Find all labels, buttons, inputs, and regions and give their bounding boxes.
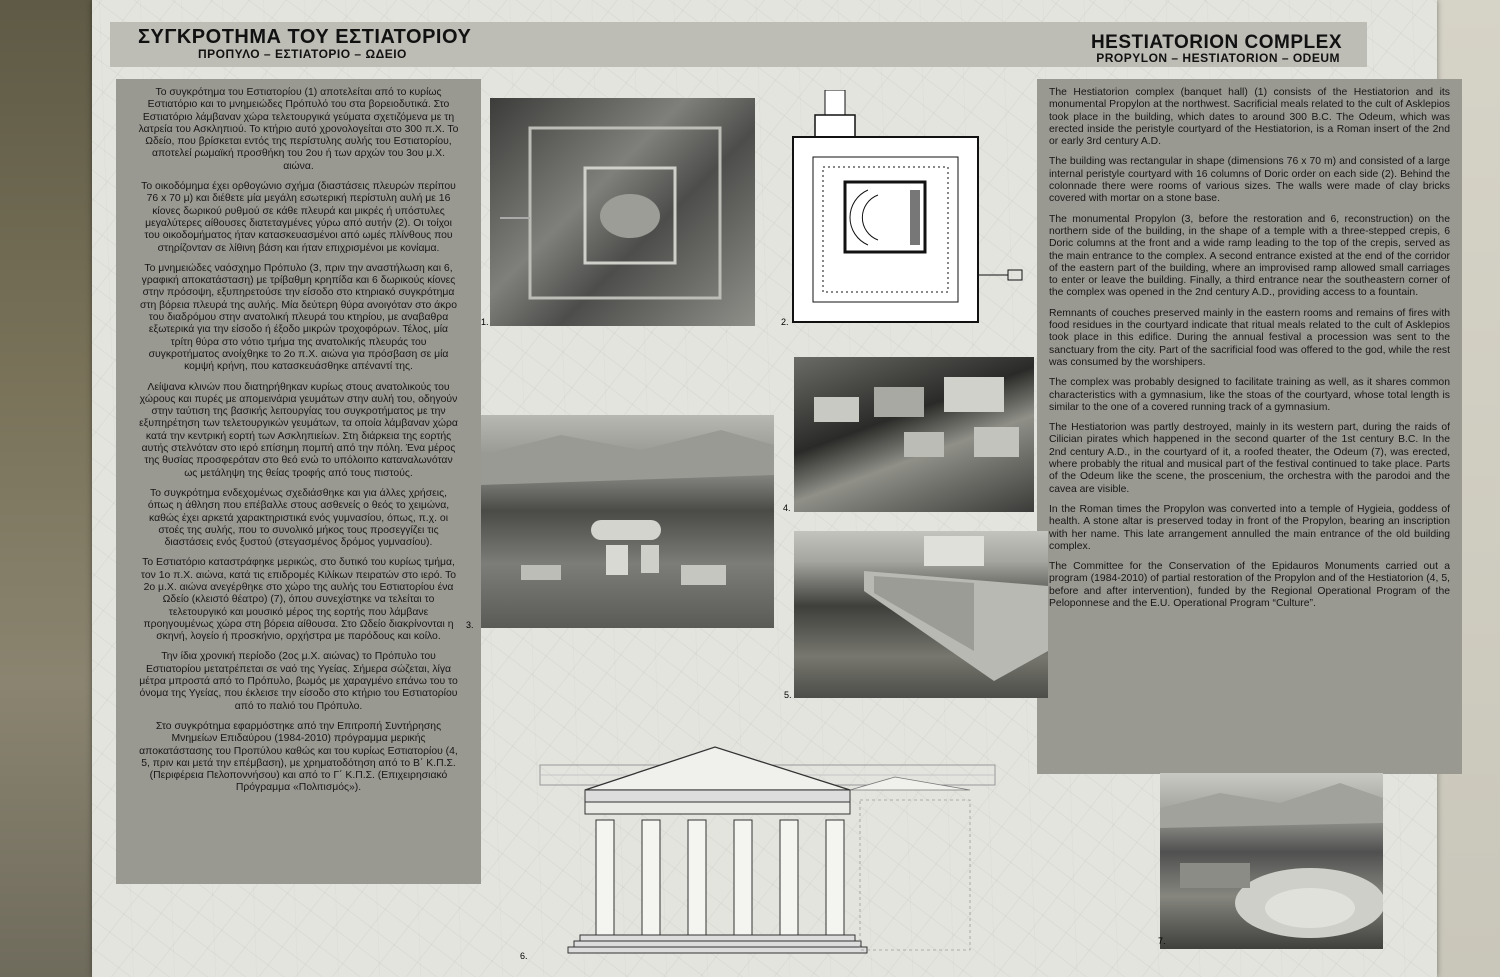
restored-wall-detail [794,531,1048,698]
figure-caption: 1. [481,317,489,327]
title-greek: ΣΥΓΚΡΟΤΗΜΑ ΤΟΥ ΕΣΤΙΑΤΟΡΙΟΥ [138,26,472,48]
english-text-column [1037,79,1462,774]
figure-caption: 6. [520,951,528,961]
greek-paragraph: Το συγκρότημα ενδεχομένως σχεδιάσθηκε και για άλλες χρήσεις, όπως η άθληση που επέβαλλε στους ασθενείς ο θεός το χειμώνα, καθώς έχει αρκετά χαρακτηριστικά ενός γυμνασίου, όπως, π.χ. οι στοές της αυλής, που το συνολικό μήκος τους προσεγγίζει τις διαστάσεις ενός ξυστού (στεγασμένος δρόμος γυμνασίου). [147,487,450,549]
subtitle-greek: ΠΡΟΠΥΛΟ – ΕΣΤΙΑΤΟΡΙΟ – ΩΔΕΙΟ [198,47,407,61]
greek-paragraph: Το Εστιατόριο καταστράφηκε μερικώς, στο δυτικό του κυρίως τμήμα, τον 1ο π.Χ. αιώνα, κατά τις επιδρομές Κιλίκων πειρατών στο ιερό. Το 2ο μ.Χ. αιώνα ανεγέρθηκε στο χώρο της αυλής του Εστιατορίου ένα Ωδείο (κλειστό θέατρο) (7), όπου συνεχίστηκε να τελείται το τελετουργικό και μουσικό μέρος της εορτής που λάμβανε προηγουμένως χώρα στη βόρεια αίθουσα. Στο Ωδείο διακρίνονται η σκηνή, λογείο ή προσκήνιο, ορχήστρα με παρόδους και κοίλο. [140,557,457,643]
stone-blocks-detail [794,357,1034,512]
title-english: HESTIATORION COMPLEX [1090,32,1342,53]
greek-paragraph: Το συγκρότημα του Εστιατορίου (1) αποτελείται από το κυρίως Εστιατόριο και το μνημειώδες Πρόπυλό του στα βορειοδυτικά. Στο Εστιατόριο λάμβαναν χώρα τελετουργικά γεύματα σχετιζόμενα με τη λατρεία του Ασκληπιού. Το κτήριο αυτό χρονολογείται στο 300 π.Χ. Το Ωδείο, που βρίσκεται εντός της περίστυλης αυλής του Εστιατορίου, αποτελεί ρωμαϊκή προσθήκη του 2ου ή των αρχών του 3ου μ.Χ. αιώνα. [138,87,459,172]
english-paragraph: The monumental Propylon (3, before the restoration and 6, reconstruction) on the northern side of the building, in the shape of a temple with a three-stepped crepis, 6 Doric columns at the front and a wide ramp leading to the top of the crepis, served as the main entrance to the complex. A second entrance existed at the end of the corridor of the eastern part of the building, where an improvised ramp allowed small carriages to enter or leave the building. Finally, a third entrance near the southeastern corner of the complex was opened in the 2nd century A.D., providing access to a fountain. [1049,213,1450,299]
figure-caption: 7. [1158,936,1166,946]
aerial-photo [490,98,755,326]
propylon-reconstruction-drawing [530,745,1005,960]
figure-caption: 5. [784,690,792,700]
figure-caption: 2. [781,317,789,327]
ruins-detail [481,415,774,628]
propylon-ruins-photo [481,415,774,628]
english-paragraph: The complex was probably designed to facilitate training as well, as it shares common characteristics with a gymnasium, like the stoas of the courtyard, whose total length is similar to the one of a covered running track of a gymnasium. [1049,377,1450,413]
figure-caption: 3. [466,620,474,630]
hestiatorion-before-photo [794,357,1034,512]
greek-paragraph: Στο συγκρότημα εφαρμόστηκε από την Επιτροπή Συντήρησης Μνημείων Επιδαύρου (1984-2010) πρόγραμμα μερικής αποκατάστασης του Προπύλου καθώς και του κυρίως Εστιατορίου (4, 5, πριν και μετά την επέμβαση), με χρηματοδότηση από το Β΄ Κ.Π.Σ. (Περιφέρεια Πελοποννήσου) και από το Γ΄ Κ.Π.Σ. (Επιχειρησιακό Πρόγραμμα «Πολιτισμός»). [139,720,458,794]
odeum-photo [1160,773,1383,949]
subtitle-english: PROPYLON – HESTIATORION – ODEUM [1096,51,1340,65]
odeum-detail [1160,773,1383,949]
english-paragraph: The Hestiatorion complex (banquet hall) (1) consists of the Hestiatorion and its monumental Propylon at the northwest. Sacrificial meals related to the cult of Asklepios took place in the building, which dates to around 300 B.C. The Odeum, which was erected inside the peristyle courtyard of the Hestiatorion, is a Roman insert of the 2nd or early 3rd century A.D. [1049,87,1450,148]
greek-paragraph: Λείψανα κλινών που διατηρήθηκαν κυρίως στους ανατολικούς του χώρους και πυρές με απομεινάρια γευμάτων στην αυλή του, οδηγούν στην ταύτιση της βασικής λειτουργίας του συγκροτήματος με την εξυπηρέτηση των τελετουργικών γευμάτων, τα οποία λάμβαναν χώρα κατά την κεντρική εορτή των Ασκληπιείων. Στη διάρκεια της εορτής αυτής στελνόταν στο ιερό επίσημη πομπή από την πόλη. Ένα μέρος της θυσίας προσφερόταν στο θεό ενώ το υπόλοιπο καταναλωνόταν ως μετάληψη της θείας τροφής από τους πιστούς. [139,381,458,479]
greek-paragraph: Το μνημειώδες ναόσχημο Πρόπυλο (3, πριν την αναστήλωση και 6, γραφική αποκατάσταση) με τρίβαθμη κρηπίδα και 6 δωρικούς κίονες στην πρόσοψη, εξυπηρετούσε την είσοδο στο κτηριακό συγκρότημα στη βόρεια πλευρά της αυλής. Μία δεύτερη θύρα ανοιγόταν στο άκρο του διαδρόμου στην ανατολική πλευρά του κτηρίου, με αναβαθρα εξωτερικά για την είσοδο ή έξοδο μικρών τροχοφόρων. Τέλος, μία τρίτη θύρα στο νότιο τμήμα της ανατολικής πλευράς του συγκροτήματος ανοίχθηκε το 2ο π.Χ. αιώνα για πρόσβαση σε μία κομψή κρήνη, που κατασκευάσθηκε απέναντί της. [139,262,457,373]
aerial-photo-detail [490,98,755,326]
english-paragraph: The Hestiatorion was partly destroyed, mainly in its western part, during the raids of Cilician pirates which happened in the second quarter of the 1st century B.C. In the 2nd century A.D., in the courtyard of it, a roofed theater, the Odeum (7), was erected, where probably the ritual and musical part of the festival continued to take place. Parts of the Odeum like the scene, the proscenium, the orchestra with the parodoi and the cavea are visible. [1049,422,1450,495]
english-paragraph: The building was rectangular in shape (dimensions 76 x 70 m) and consisted of a large internal peristyle courtyard with 16 columns of Doric order on each side (2). Behind the colonnade there were rooms of various sizes. The walls were made of clay bricks covered with mortar on a stone base. [1049,156,1450,205]
greek-text-column [116,79,481,884]
greek-paragraph: Το οικοδόμημα έχει ορθογώνιο σχήμα (διαστάσεις πλευρών περίπου 76 x 70 μ) και διέθετε μία μεγάλη εσωτερική περίστυλη αυλή με 16 κίονες δωρικού ρυθμού σε κάθε πλευρά και μικρές ή υπόστυλες μεγαλύτερες αίθουσες διατεταγμένες γύρω από αυτήν (2). Οι τοίχοι του οικοδομήματος ήταν κατασκευασμένοι από ωμές πλίνθους που στηρίζονταν σε λίθινη βάση και ήταν επιχρισμένοι με κονίαμα. [141,181,456,254]
site-plan-drawing [790,90,1030,330]
english-paragraph: Remnants of couches preserved mainly in the eastern rooms and remains of fires with food residues in the courtyard indicate that ritual meals related to the cult of Asklepios took place in this edifice. During the annual festival a procession was sent to the sanctuary from the city. Part of the sacrificial food was offered to the god, while the rest was consumed by the worshipers. [1049,307,1450,368]
english-paragraph: In the Roman times the Propylon was converted into a temple of Hygieia, goddess of health. A stone altar is preserved today in front of the Propylon, bearing an inscription with her name. This late arrangement annulled the main entrance of the old building complex. [1049,503,1450,552]
greek-paragraph: Την ίδια χρονική περίοδο (2ος μ.Χ. αιώνας) το Πρόπυλο του Εστιατορίου μετατρέπεται σε ναό της Υγείας. Σήμερα σώζεται, λίγα μέτρα μπροστά από το Πρόπυλο, βωμός με χαραγμένο επάνω του το όνομα της Υγείας, που έκλεισε την είσοδο στο κτήριο του Εστιατορίου από το παλιό του Πρόπυλο. [139,651,458,712]
figure-caption: 4. [783,503,791,513]
english-paragraph: The Committee for the Conservation of the Epidauros Monuments carried out a program (1984-2010) of partial restoration of the Propylon and of the Hestiatorion (4, 5, before and after intervention), funded by the Regional Operational Program of the Peloponnese and the E.U. Operational Program “Culture”. [1049,561,1450,609]
hestiatorion-after-photo [794,531,1048,698]
